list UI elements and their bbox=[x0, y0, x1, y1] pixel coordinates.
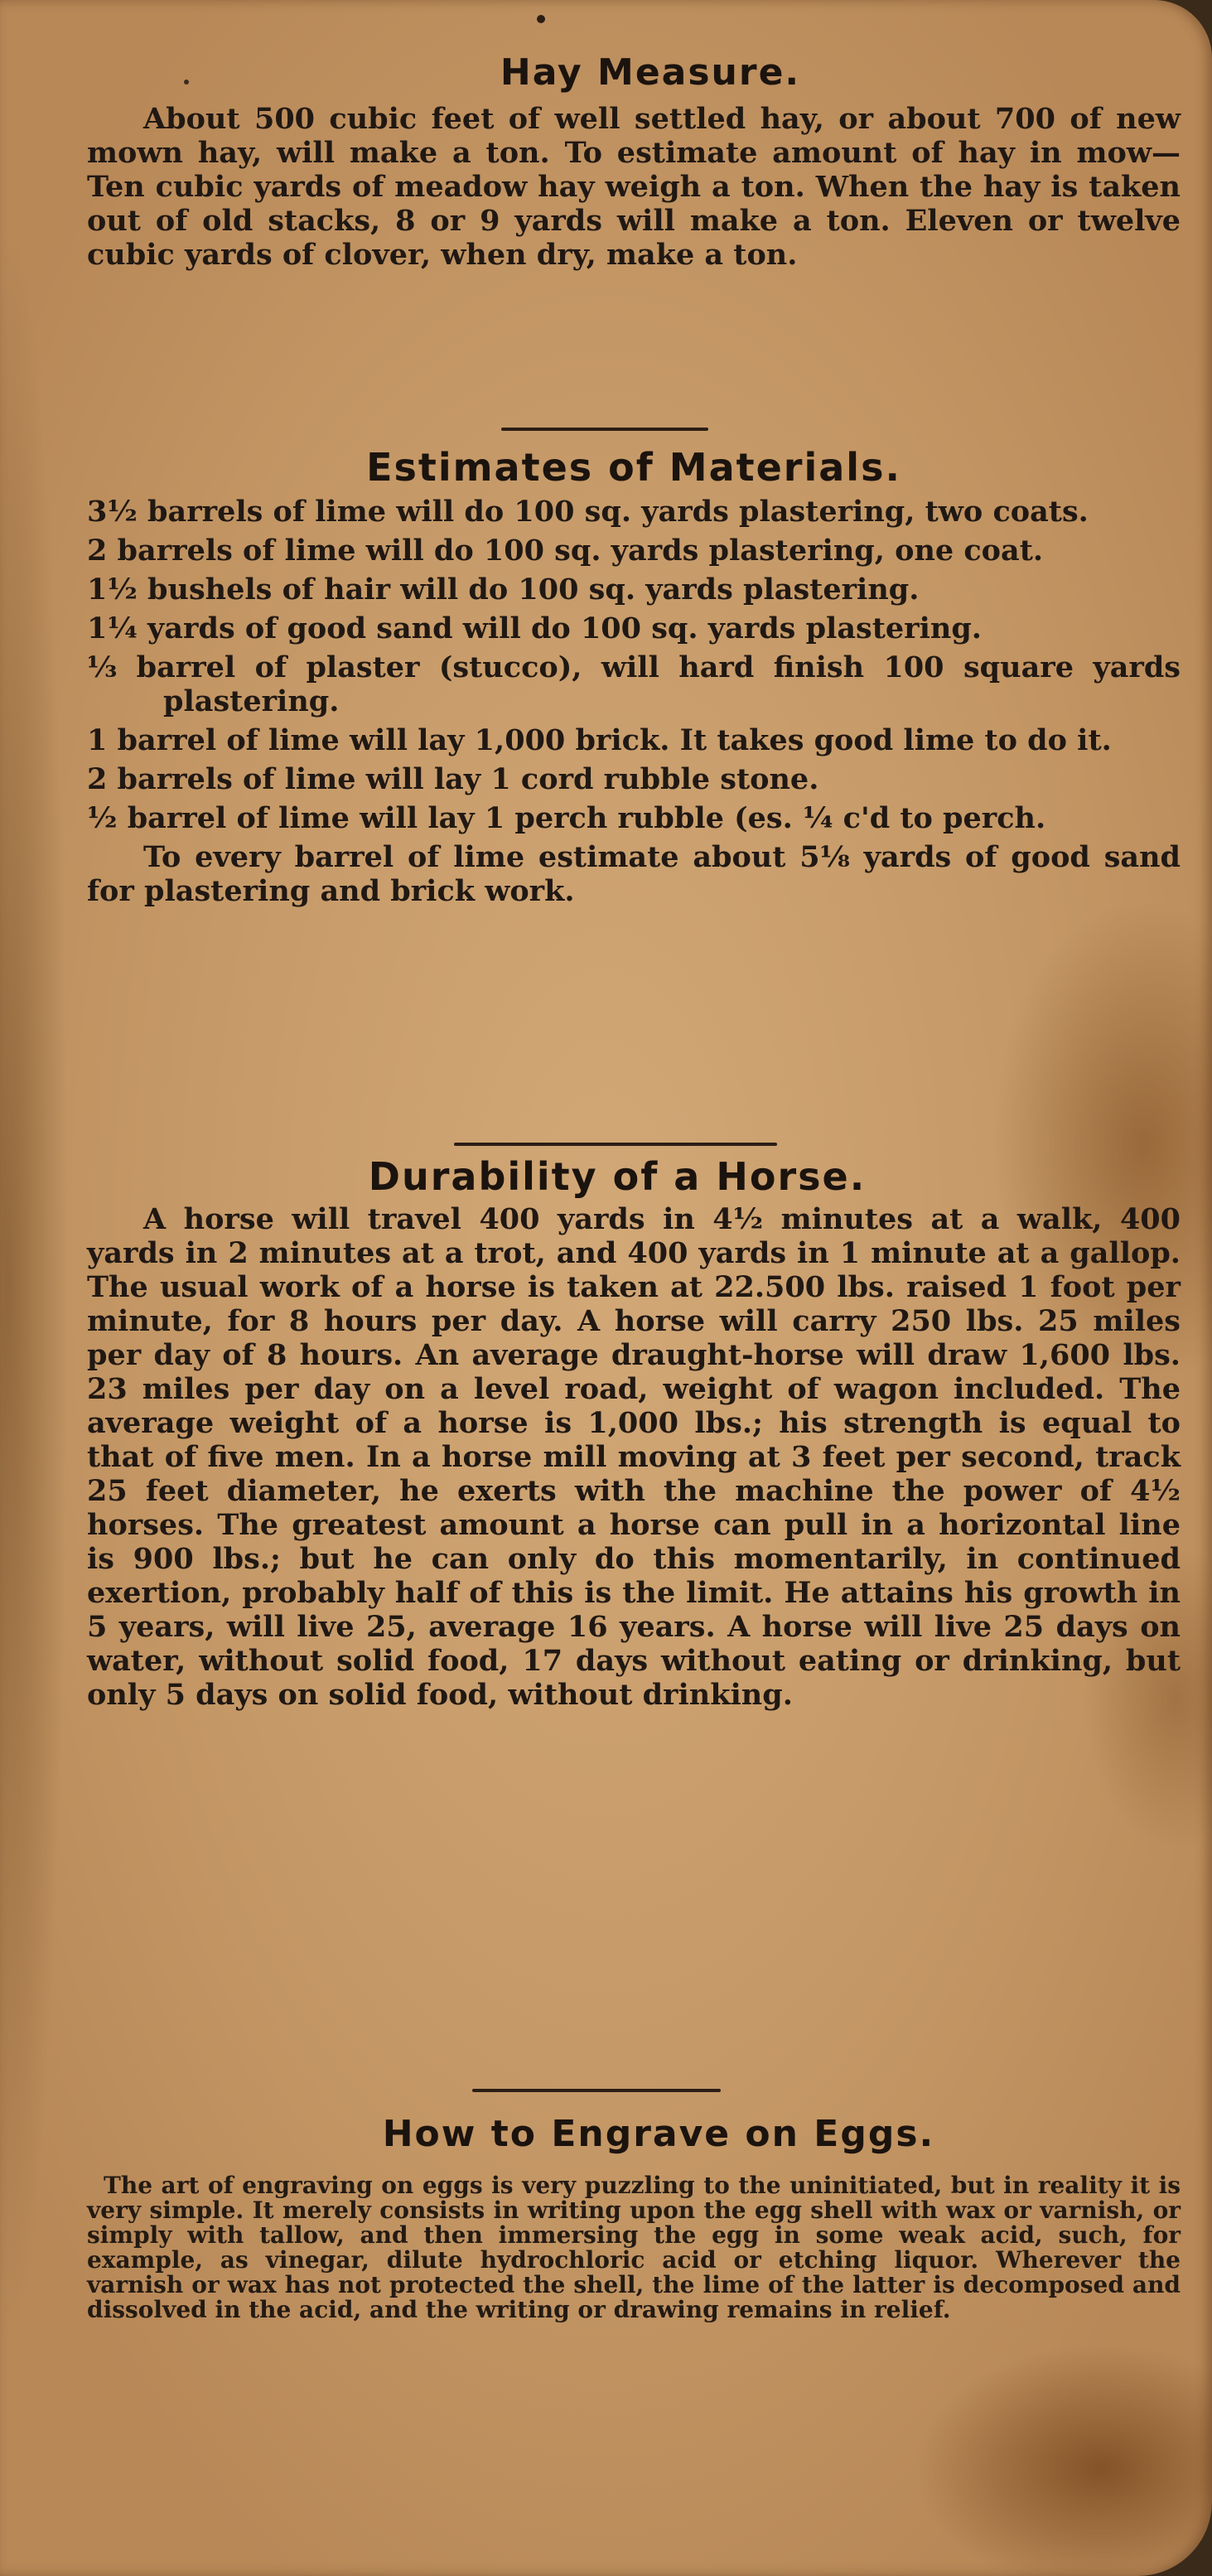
durability-section bbox=[87, 1154, 1181, 1712]
estimate-item: ⅓ barrel of plaster (stucco), will hard finish 100 square yards plastering. bbox=[87, 650, 1181, 718]
engrave-title: How to Engrave on Eggs. bbox=[382, 2113, 935, 2155]
print-mark bbox=[537, 15, 545, 23]
estimate-item: 1¼ yards of good sand will do 100 sq. yards plastering. bbox=[87, 611, 982, 645]
hay-measure-section bbox=[87, 51, 1181, 272]
divider bbox=[501, 428, 708, 431]
divider bbox=[454, 1143, 777, 1146]
estimate-item: ½ barrel of lime will lay 1 perch rubble (es. ¼ c'd to perch. bbox=[87, 801, 1046, 835]
estimates-closing: To every barrel of lime estimate about 5⅛ yards of good sand for plastering and brick work. bbox=[87, 840, 1181, 908]
durability-title: Durability of a Horse. bbox=[368, 1154, 867, 1199]
estimates-title: Estimates of Materials. bbox=[366, 445, 901, 490]
estimate-item: 3½ barrels of lime will do 100 sq. yards plastering, two coats. bbox=[87, 495, 1089, 529]
estimates-list bbox=[87, 495, 1181, 835]
durability-text: A horse will travel 400 yards in 4½ minutes at a walk, 400 yards in 2 minutes at a trot, and 400 yards in 1 minute at a gallop. The usual work of a horse is taken at 22.500 lbs. raised 1 foot per minute, for 8 hours per day. A horse will carry 250 lbs. 25 miles per day of 8 hours. An average draught-horse will draw 1,600 lbs. 23 miles per day on a level road, weight of wagon included. The average weight of a horse is 1,000 lbs.; his strength is equal to that of five men. In a horse mill moving at 3 feet per second, track 25 feet diameter, he exerts with the machine the power of 4½ horses. The greatest amount a horse can pull in a horizontal line is 900 lbs.; but he can only do this momentarily, in continued exertion, probably half of this is the limit. He attains his growth in 5 years, will live 25, average 16 years. A horse will live 25 days on water, without solid food, 17 days without eating or drinking, but only 5 days on solid food, without drinking. bbox=[87, 1202, 1181, 1712]
engrave-text: The art of engraving on eggs is very puzzling to the uninitiated, but in reality it is very simple. It merely consists in writing upon the egg shell with wax or varnish, or simply with tallow, and then immersing the egg in some weak acid, such, for example, as vinegar, dilute hydrochloric acid or etching liquor. Wherever the varnish or wax has not protected the shell, the lime of the latter is decomposed and dissolved in the acid, and the writing or drawing remains in relief. bbox=[87, 2172, 1181, 2323]
hay-measure-title: Hay Measure. bbox=[500, 51, 801, 94]
divider bbox=[472, 2089, 721, 2092]
estimate-item: 2 barrels of lime will do 100 sq. yards plastering, one coat. bbox=[87, 534, 1044, 568]
estimate-item: 2 barrels of lime will lay 1 cord rubble stone. bbox=[87, 762, 819, 796]
engrave-section bbox=[87, 2113, 1181, 2322]
estimate-item: 1 barrel of lime will lay 1,000 brick. It takes good lime to do it. bbox=[87, 723, 1112, 757]
estimate-item: 1½ bushels of hair will do 100 sq. yards plastering. bbox=[87, 573, 920, 607]
estimates-section bbox=[87, 445, 1181, 908]
hay-measure-text: About 500 cubic feet of well settled hay, or about 700 of new mown hay, will make a ton. To estimate amount of hay in mow—Ten cubic yards of meadow hay weigh a ton. When the hay is taken out of old stacks, 8 or 9 yards will make a ton. Eleven or twelve cubic yards of clover, when dry, make a ton. bbox=[87, 102, 1181, 272]
